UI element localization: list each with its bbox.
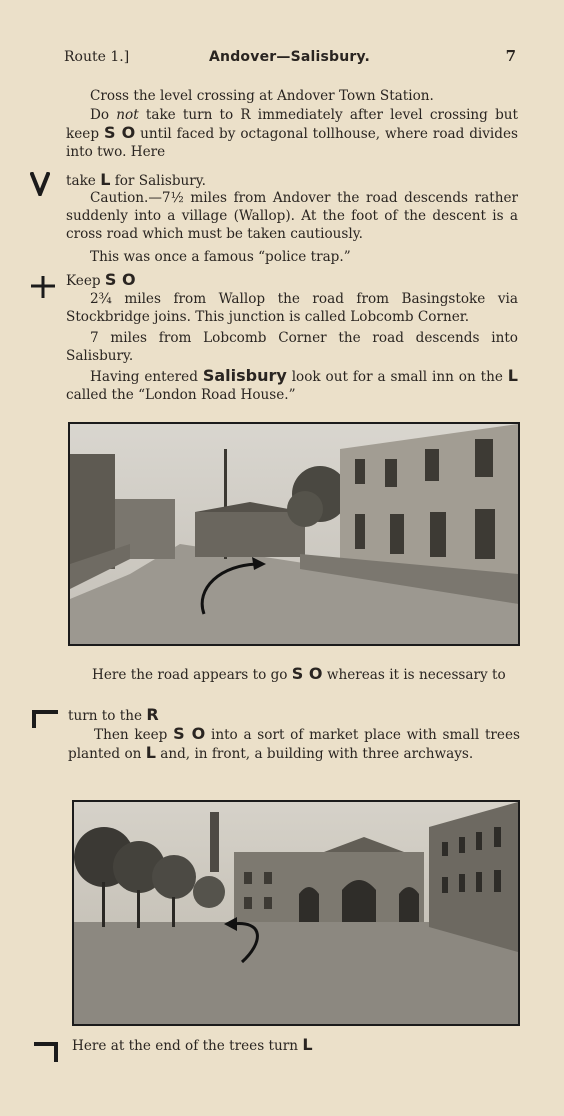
page-number: 7 bbox=[505, 47, 516, 65]
paragraph-level-crossing: Cross the level crossing at Andover Town Station. bbox=[90, 88, 434, 104]
paragraph-descend-salisbury: 7 miles from Lobcomb Corner the road descends into Salisbury. bbox=[66, 330, 518, 364]
right-symbol: R bbox=[146, 705, 159, 724]
left-symbol: L bbox=[145, 743, 156, 762]
left-symbol: L bbox=[507, 366, 518, 385]
paragraph-end-of-trees: Here at the end of the trees turn L bbox=[72, 1035, 313, 1054]
salisbury-heading: Salisbury bbox=[202, 366, 287, 385]
left-symbol: L bbox=[302, 1035, 313, 1054]
paragraph-london-road-house: Having entered Salisbury look out for a small inn on the L called the “London Road House.” bbox=[66, 366, 518, 403]
paragraph-do-not-turn: Do not take turn to R immediately after level crossing but keep S O until faced by octagonal tollhouse, where road divides into two. Here bbox=[66, 107, 518, 160]
left-symbol: L bbox=[100, 170, 111, 189]
fork-icon bbox=[30, 172, 50, 200]
straight-on-symbol: S O bbox=[103, 123, 136, 142]
photo-market-place bbox=[72, 800, 520, 1026]
paragraph-keep-straight: Keep S O bbox=[66, 270, 136, 289]
straight-on-symbol: S O bbox=[173, 724, 206, 743]
left-turn-icon bbox=[34, 1040, 60, 1066]
paragraph-road-appears: Here the road appears to go S O whereas it is necessary to bbox=[92, 664, 506, 683]
paragraph-market-place: Then keep S O into a sort of market place with small trees planted on L and, in front, a building with three archways. bbox=[68, 724, 520, 762]
page-header bbox=[64, 47, 520, 69]
paragraph-police-trap: This was once a famous “police trap.” bbox=[90, 249, 351, 265]
photo-london-road bbox=[68, 422, 520, 646]
page-title: Andover—Salisbury. bbox=[209, 49, 371, 65]
straight-on-symbol: S O bbox=[291, 664, 323, 683]
paragraph-turn-right: turn to the R bbox=[68, 705, 159, 724]
straight-on-symbol: S O bbox=[104, 270, 136, 289]
right-turn-icon bbox=[32, 708, 58, 732]
paragraph-take-left: take L for Salisbury. bbox=[66, 170, 206, 189]
crossroads-icon bbox=[30, 275, 56, 303]
paragraph-lobcomb-corner: 2¾ miles from Wallop the road from Basingstoke via Stockbridge joins. This junction is called Lobcomb Corner. bbox=[66, 291, 518, 325]
route-label: Route 1.] bbox=[64, 49, 130, 65]
paragraph-caution: Caution.—7½ miles from Andover the road descends rather suddenly into a village (Wallop). At the foot of the descent is a cross road which must be taken cautiously. bbox=[66, 190, 518, 242]
